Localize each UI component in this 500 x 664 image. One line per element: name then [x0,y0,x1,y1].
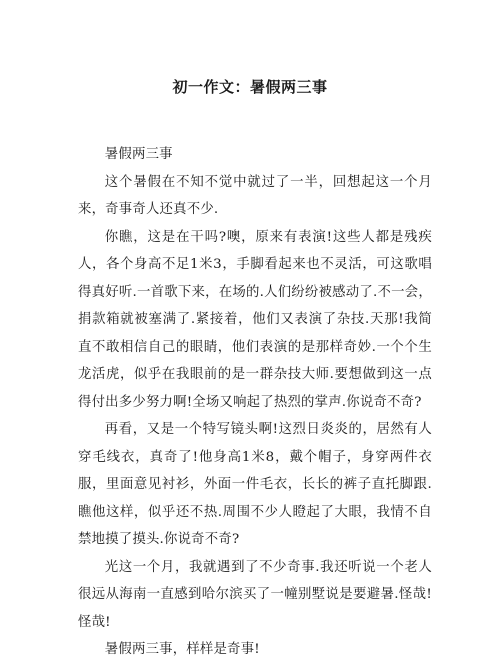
paragraph: 你瞧，这是在干吗?噢，原来有表演!这些人都是残疾人，各个身高不足1米3，手脚看起来也不灵活，可这歌唱得真好听.一首歌下来，在场的.人们纷纷被感动了.不一会，捐款箱就被塞满了.紧接着，他们又表演了杂技.天那!我简直不敢相信自己的眼睛，他们表演的是那样奇妙.一个个生龙活虎，似乎在我眼前的是一群杂技大师.要想做到这一点得付出多少努力啊!全场又响起了热烈的掌声.你说奇不奇? [78,229,432,410]
paragraph: 光这一个月，我就遇到了不少奇事.我还听说一个老人很远从海南一直感到哈尔滨买了一幢别墅说是要避暑.怪哉!怪哉! [78,559,432,630]
paragraph: 再看，又是一个特写镜头啊!这烈日炎炎的，居然有人穿毛线衣，真奇了!他身高1米8，戴个帽子，身穿两件衣服，里面意见衬衫，外面一件毛衣，长长的裤子直托脚跟.瞧他这样，似乎还不热.周围不少人瞪起了大眼，我情不自禁地摸了摸头.你说奇不奇? [78,422,432,547]
article-body [78,141,432,664]
article-subheading: 暑假两三事 [104,147,173,162]
paragraph: 这个暑假在不知不觉中就过了一半，回想起这一个月来，奇事奇人还真不少. [78,174,432,217]
document-title: 初一作文：暑假两三事 [172,78,328,96]
paragraph: 暑假两三事，样样是奇事! [104,642,260,657]
